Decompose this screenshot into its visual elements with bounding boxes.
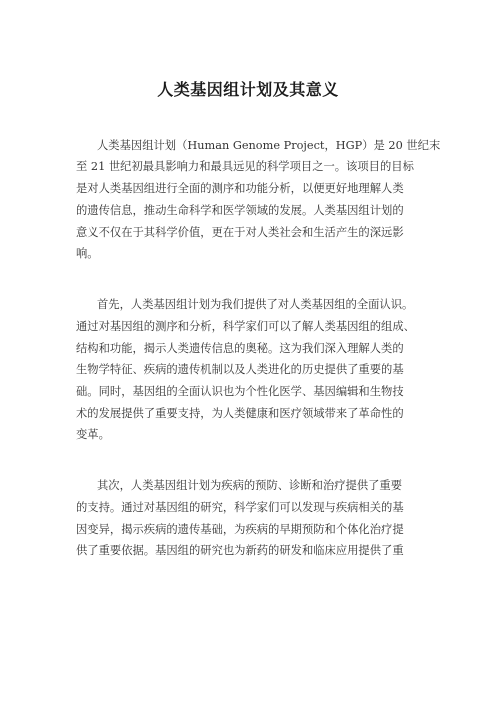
paragraph-3-line-2: 的支持。通过对基因组的研究，科学家们可以发现与疾病相关的基 xyxy=(76,501,404,514)
paragraph-2-line-1: 首先，人类基因组计划为我们提供了对人类基因组的全面认识。 xyxy=(97,298,414,311)
paragraph-2-line-3: 结构和功能，揭示人类遗传信息的奥秘。这为我们深入理解人类的 xyxy=(76,342,404,355)
paragraph-3-line-1: 其次，人类基因组计划为疾病的预防、诊断和治疗提供了重要 xyxy=(97,479,403,492)
paragraph-1-line-5: 意义不仅在于其科学价值，更在于对人类社会和生活产生的深远影 xyxy=(76,226,404,239)
document-title: 人类基因组计划及其意义 xyxy=(157,80,339,99)
paragraph-3-line-4: 供了重要依据。基因组的研究也为新药的研发和临床应用提供了重 xyxy=(76,544,404,557)
paragraph-2-line-2: 通过对基因组的测序和分析，科学家们可以了解人类基因组的组成、 xyxy=(76,320,415,333)
paragraph-2-line-4: 生物学特征、疾病的遗传机制以及人类进化的历史提供了重要的基 xyxy=(76,363,404,376)
paragraph-2-line-7: 变革。 xyxy=(76,428,110,441)
paragraph-1-line-4: 的遗传信息，推动生命科学和医学领域的发展。人类基因组计划的 xyxy=(76,204,404,217)
paragraph-1-line-3: 是对人类基因组进行全面的测序和功能分析，以便更好地理解人类 xyxy=(76,182,404,195)
paragraph-1-line-1: 人类基因组计划（Human Genome Project，HGP）是 20 世纪末 xyxy=(97,139,441,152)
paragraph-2-line-6: 术的发展提供了重要支持，为人类健康和医疗领域带来了革命性的 xyxy=(76,407,404,420)
paragraph-3-line-3: 因变异，揭示疾病的遗传基础，为疾病的早期预防和个体化治疗提 xyxy=(76,523,404,536)
paragraph-1-line-2: 至 21 世纪初最具影响力和最具远见的科学项目之一。该项目的目标 xyxy=(76,160,414,173)
paragraph-1-line-6: 响。 xyxy=(76,247,99,260)
paragraph-2-line-5: 础。同时，基因组的全面认识也为个性化医学、基因编辑和生物技 xyxy=(76,385,404,398)
